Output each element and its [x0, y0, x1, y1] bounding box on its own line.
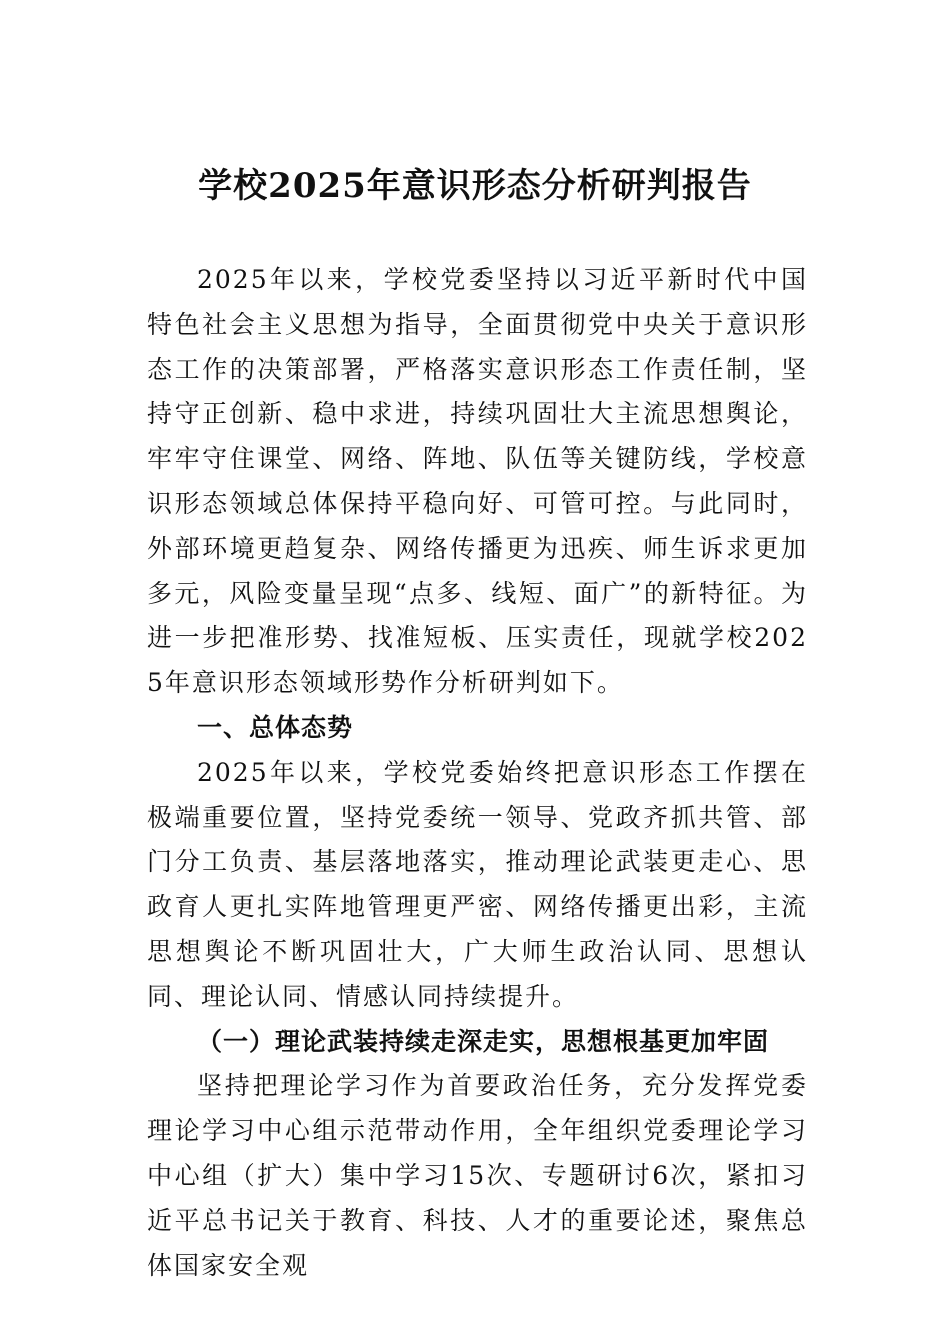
document-body — [147, 258, 808, 1288]
subsection1-paragraph: 坚持把理论学习作为首要政治任务，充分发挥党委理论学习中心组示范带动作用，全年组织党委理论学习中心组（扩大）集中学习15次、专题研讨6次，紧扣习近平总书记关于教育、科技、人才的重要论述，聚焦总体国家安全观 — [147, 1071, 808, 1280]
intro-paragraph: 2025年以来，学校党委坚持以习近平新时代中国特色社会主义思想为指导，全面贯彻党中央关于意识形态工作的决策部署，严格落实意识形态工作责任制，坚持守正创新、稳中求进，持续巩固壮大主流思想舆论，牢牢守住课堂、网络、阵地、队伍等关键防线，学校意识形态领域总体保持平稳向好、可管可控。与此同时，外部环境更趋复杂、网络传播更为迅疾、师生诉求更加多元，风险变量呈现“点多、线短、面广”的新特征。为进一步把准形势、找准短板、压实责任，现就学校2025年意识形态领域形势作分析研判如下。 — [147, 265, 808, 698]
section-heading-overall-situation: 一、总体态势 — [197, 712, 354, 742]
section1-paragraph: 2025年以来，学校党委始终把意识形态工作摆在极端重要位置，坚持党委统一领导、党政齐抓共管、部门分工负责、基层落地落实，推动理论武装更走心、思政育人更扎实阵地管理更严密、网络传播更出彩，主流思想舆论不断巩固壮大，广大师生政治认同、思想认同、理论认同、情感认同持续提升。 — [147, 757, 808, 1011]
document-title: 学校2025年意识形态分析研判报告 — [198, 166, 752, 206]
subsection-heading-theory: （一）理论武装持续走深走实，思想根基更加牢固 — [197, 1026, 770, 1056]
